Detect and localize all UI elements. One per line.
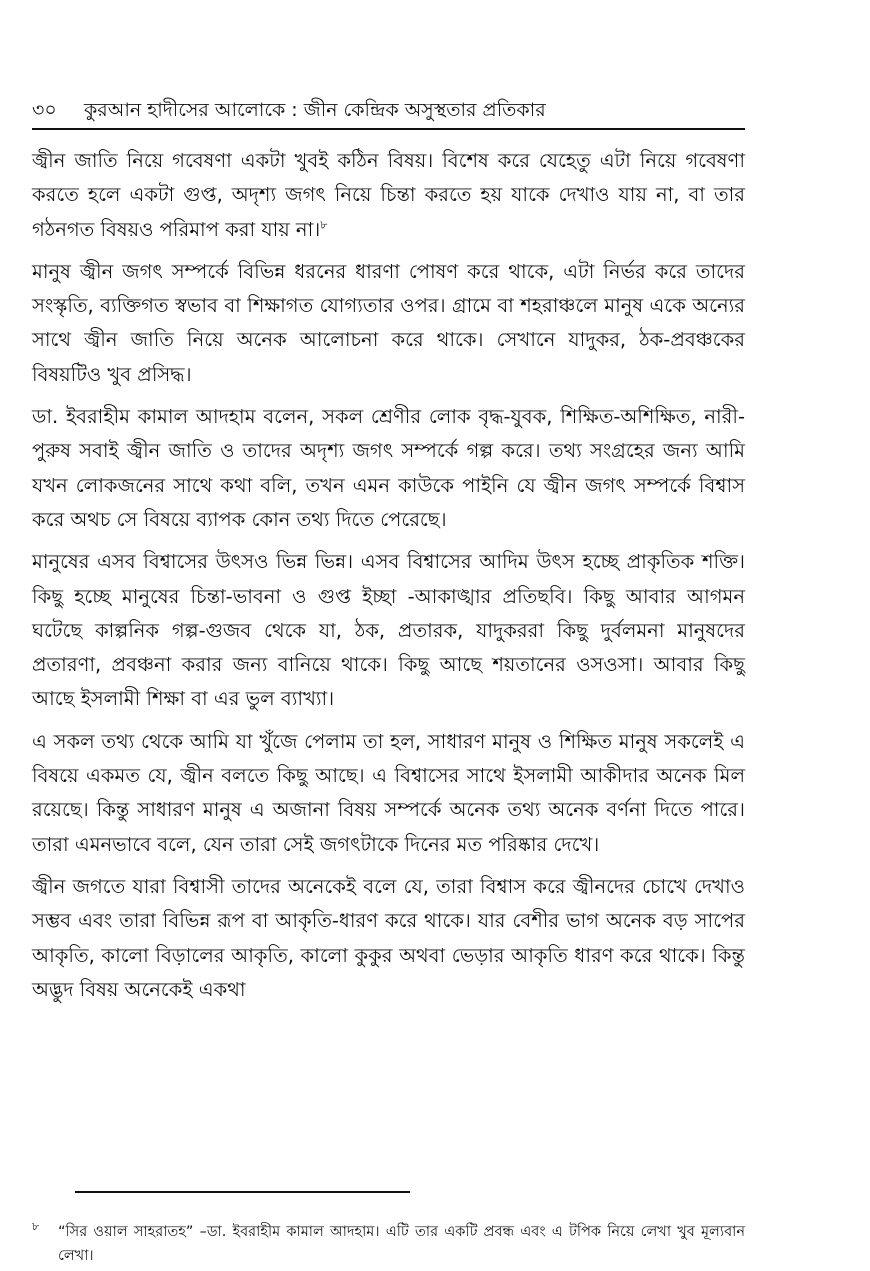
paragraph-1-text: জ্বীন জাতি নিয়ে গবেষণা একটা খুবই কঠিন বিষয়। বিশেষ করে যেহেতু এটা নিয়ে গবেষণা করতে হলে একটা গুপ্ত, অদৃশ্য জগৎ নিয়ে চিন্তা করতে হয় যাকে দেখাও যায় না, বা তার গঠনগত বিষয়ও পরিমাপ করা যায় না। [32, 149, 745, 241]
paragraph-1 [32, 144, 745, 247]
paragraph-5: এ সকল তথ্য থেকে আমি যা খুঁজে পেলাম তা হল, সাধারণ মানুষ ও শিক্ষিত মানুষ সকলেই এ বিষয়ে একমত যে, জ্বীন বলতে কিছু আছে। এ বিশ্বাসের সাথে ইসলামী আকীদার অনেক মিল রয়েছে। কিন্তু সাধারণ মানুষ এ অজানা বিষয় সম্পর্কে অনেক তথ্য অনেক বর্ণনা দিতে পারে। তারা এমনভাবে বলে, যেন তারা সেই জগৎটাকে দিনের মত পরিষ্কার দেখে। [32, 729, 745, 856]
running-title: কুরআন হাদীসের আলোকে : জীন কেন্দ্রিক অসুস্থতার প্রতিকার [84, 99, 546, 121]
footnote-text: “সির ওয়াল সাহরাতহ” –ডা. ইবরাহীম কামাল আদহাম। এটি তার একটি প্রবন্ধ এবং এ টপিক নিয়ে লেখা খুব মূল্যবান লেখা। [58, 1224, 745, 1264]
footnote [32, 1220, 745, 1268]
paragraph-4: মানুষের এসব বিশ্বাসের উৎসও ভিন্ন ভিন্ন। এসব বিশ্বাসের আদিম উৎস হচ্ছে প্রাকৃতিক শক্তি। কিছু হচ্ছে মানুষের চিন্তা-ভাবনা ও গুপ্ত ইচ্ছা -আকাঙ্খার প্রতিছবি। কিছু আবার আগমন ঘটেছে কাল্পনিক গল্প-গুজব থেকে যা, ঠক, প্রতারক, যাদুকররা কিছু দুর্বলমনা মানুষদের প্রতারণা, প্রবঞ্চনা করার জন্য বানিয়ে থাকে। কিছু আছে শয়তানের ওসওসা। আবার কিছু আছে ইসলামী শিক্ষা বা এর ভুল ব্যাখ্যা। [32, 550, 745, 711]
footnote-reference[interactable]: ৮ [320, 218, 328, 232]
footnote-divider [75, 1191, 410, 1193]
page-number: ৩০ [32, 99, 57, 121]
paragraph-3: ডা. ইবরাহীম কামাল আদহাম বলেন, সকল শ্রেণীর লোক বৃদ্ধ-যুবক, শিক্ষিত-অশিক্ষিত, নারী-পুরুষ সবাই জ্বীন জাতি ও তাদের অদৃশ্য জগৎ সম্পর্কে গল্প করে। তথ্য সংগ্রহের জন্য আমি যখন লোকজনের সাথে কথা বলি, তখন এমন কাউকে পাইনি যে জ্বীন জগৎ সম্পর্কে বিশ্বাস করে অথচ সে বিষয়ে ব্যাপক কোন তথ্য দিতে পেরেছে। [32, 405, 745, 531]
paragraph-6: জ্বীন জগতে যারা বিশ্বাসী তাদের অনেকেই বলে যে, তারা বিশ্বাস করে জ্বীনদের চোখে দেখাও সম্ভব এবং তারা বিভিন্ন রূপ বা আকৃতি-ধারণ করে থাকে। যার বেশীর ভাগ অনেক বড় সাপের আকৃতি, কালো বিড়ালের আকৃতি, কালো কুকুর অথবা ভেড়ার আকৃতি ধারণ করে থাকে। কিন্তু অদ্ভুদ বিষয় অনেকেই একথা [32, 874, 745, 1001]
body-text [32, 144, 745, 1015]
paragraph-2: মানুষ জ্বীন জগৎ সম্পর্কে বিভিন্ন ধরনের ধারণা পোষণ করে থাকে, এটা নির্ভর করে তাদের সংস্কৃতি, ব্যক্তিগত স্বভাব বা শিক্ষাগত যোগ্যতার ওপর। গ্রামে বা শহরাঞ্চলে মানুষ একে অন্যের সাথে জ্বীন জাতি নিয়ে অনেক আলোচনা করে থাকে। সেখানে যাদুকর, ঠক-প্রবঞ্চকের বিষয়টিও খুব প্রসিদ্ধ। [32, 259, 745, 386]
running-header [32, 94, 745, 130]
footnote-mark: ৮ [32, 1220, 40, 1233]
